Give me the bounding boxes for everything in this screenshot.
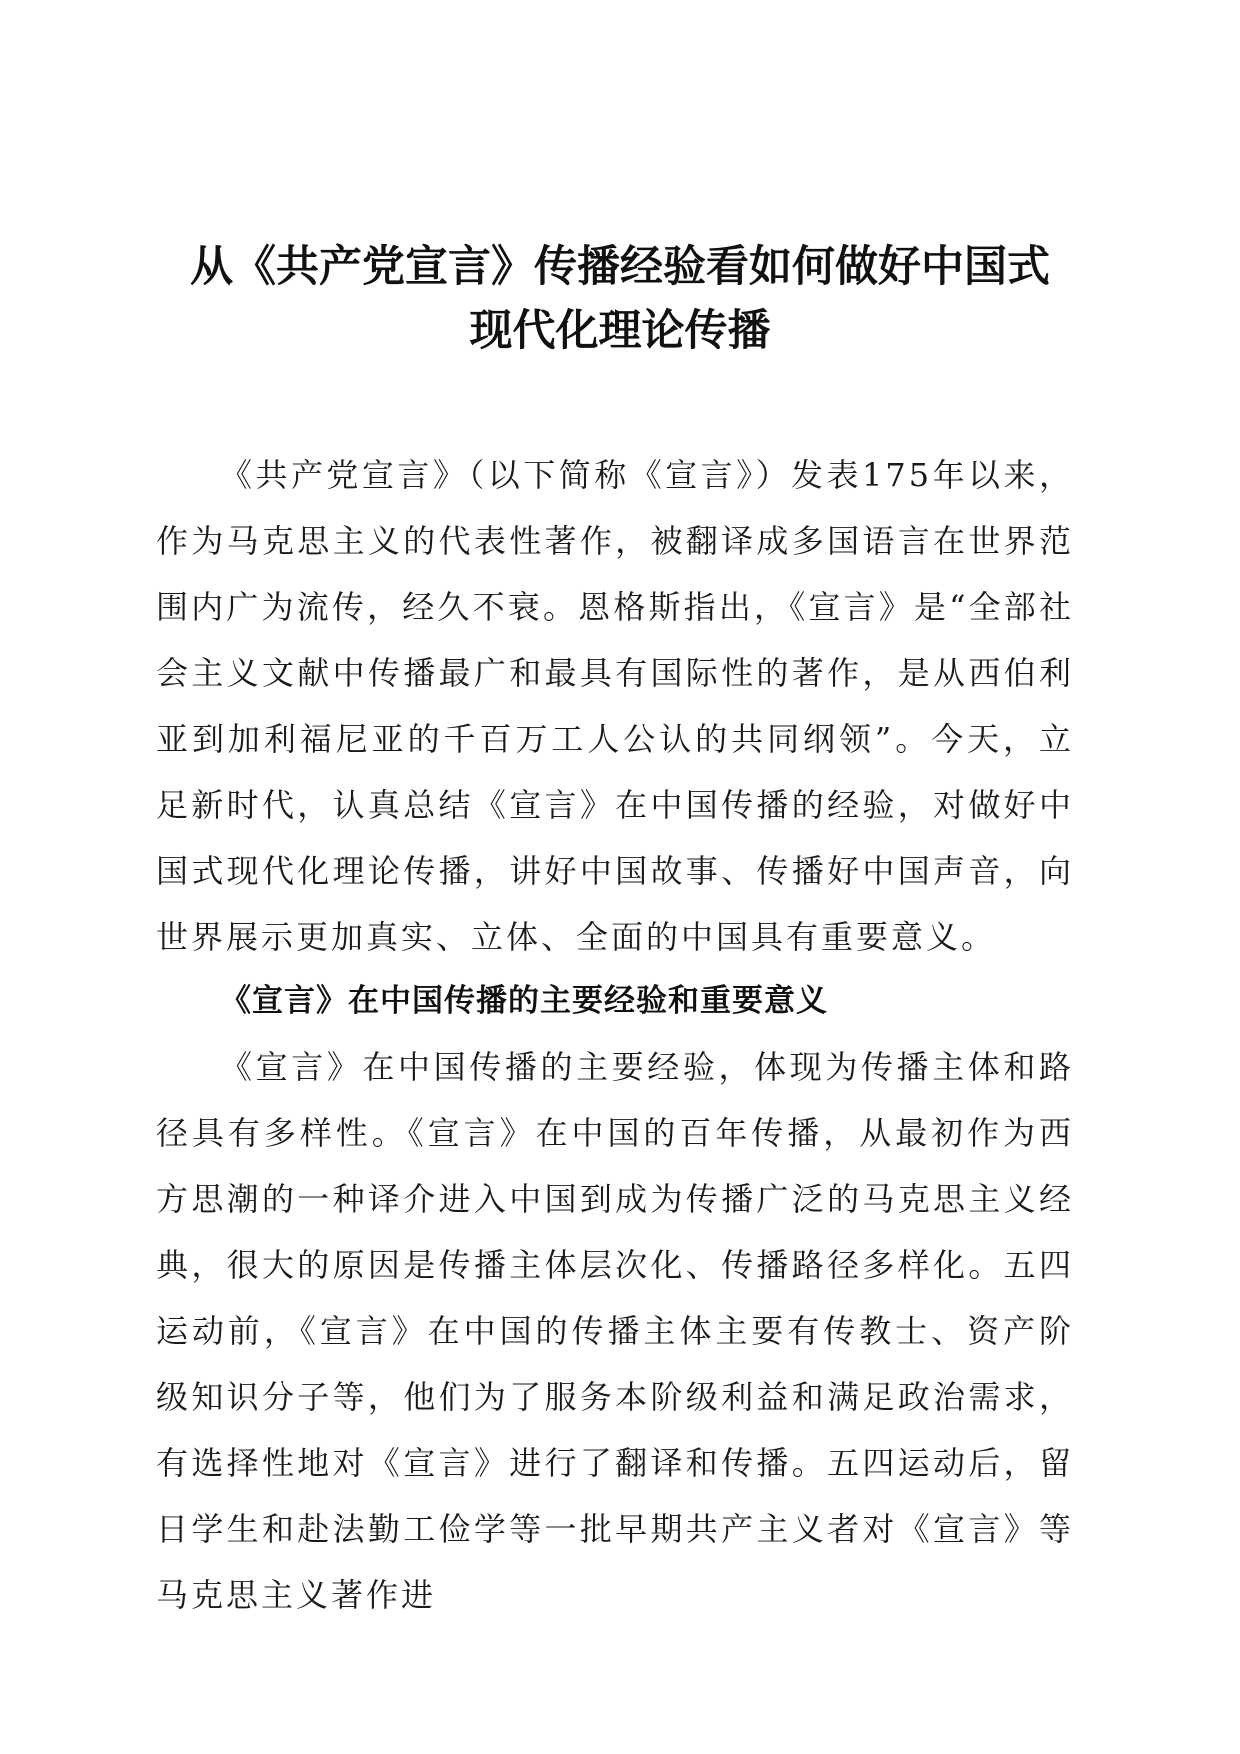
title-line-1: 从《共产党宣言》传播经验看如何做好中国式 (190, 242, 1050, 292)
section-heading: 《宣言》在中国传播的主要经验和重要意义 (220, 983, 828, 1019)
intro-paragraph: 《共产党宣言》（以下简称《宣言》）发表175年以来，作为马克思主义的代表性著作，被翻译成多国语言在世界范围内广为流传，经久不衰。恩格斯指出，《宣言》是“全部社会主义文献中传播最广和最具有国际性的著作，是从西伯利亚到加利福尼亚的千百万工人公认的共同纲领”。今天，立足新时代，认真总结《宣言》在中国传播的经验，对做好中国式现代化理论传播，讲好中国故事、传播好中国声音，向世界展示更加真实、立体、全面的中国具有重要意义。 (156, 456, 1074, 956)
body-paragraph: 《宣言》在中国传播的主要经验，体现为传播主体和路径具有多样性。《宣言》在中国的百年传播，从最初作为西方思潮的一种译介进入中国到成为传播广泛的马克思主义经典，很大的原因是传播主体层次化、传播路径多样化。五四运动前，《宣言》在中国的传播主体主要有传教士、资产阶级知识分子等，他们为了服务本阶级利益和满足政治需求，有选择性地对《宣言》进行了翻译和传播。五四运动后，留日学生和赴法勤工俭学等一批早期共产主义者对《宣言》等马克思主义著作进 (156, 1048, 1074, 1614)
document-title (130, 235, 1110, 363)
title-line-2: 现代化理论传播 (469, 306, 771, 356)
